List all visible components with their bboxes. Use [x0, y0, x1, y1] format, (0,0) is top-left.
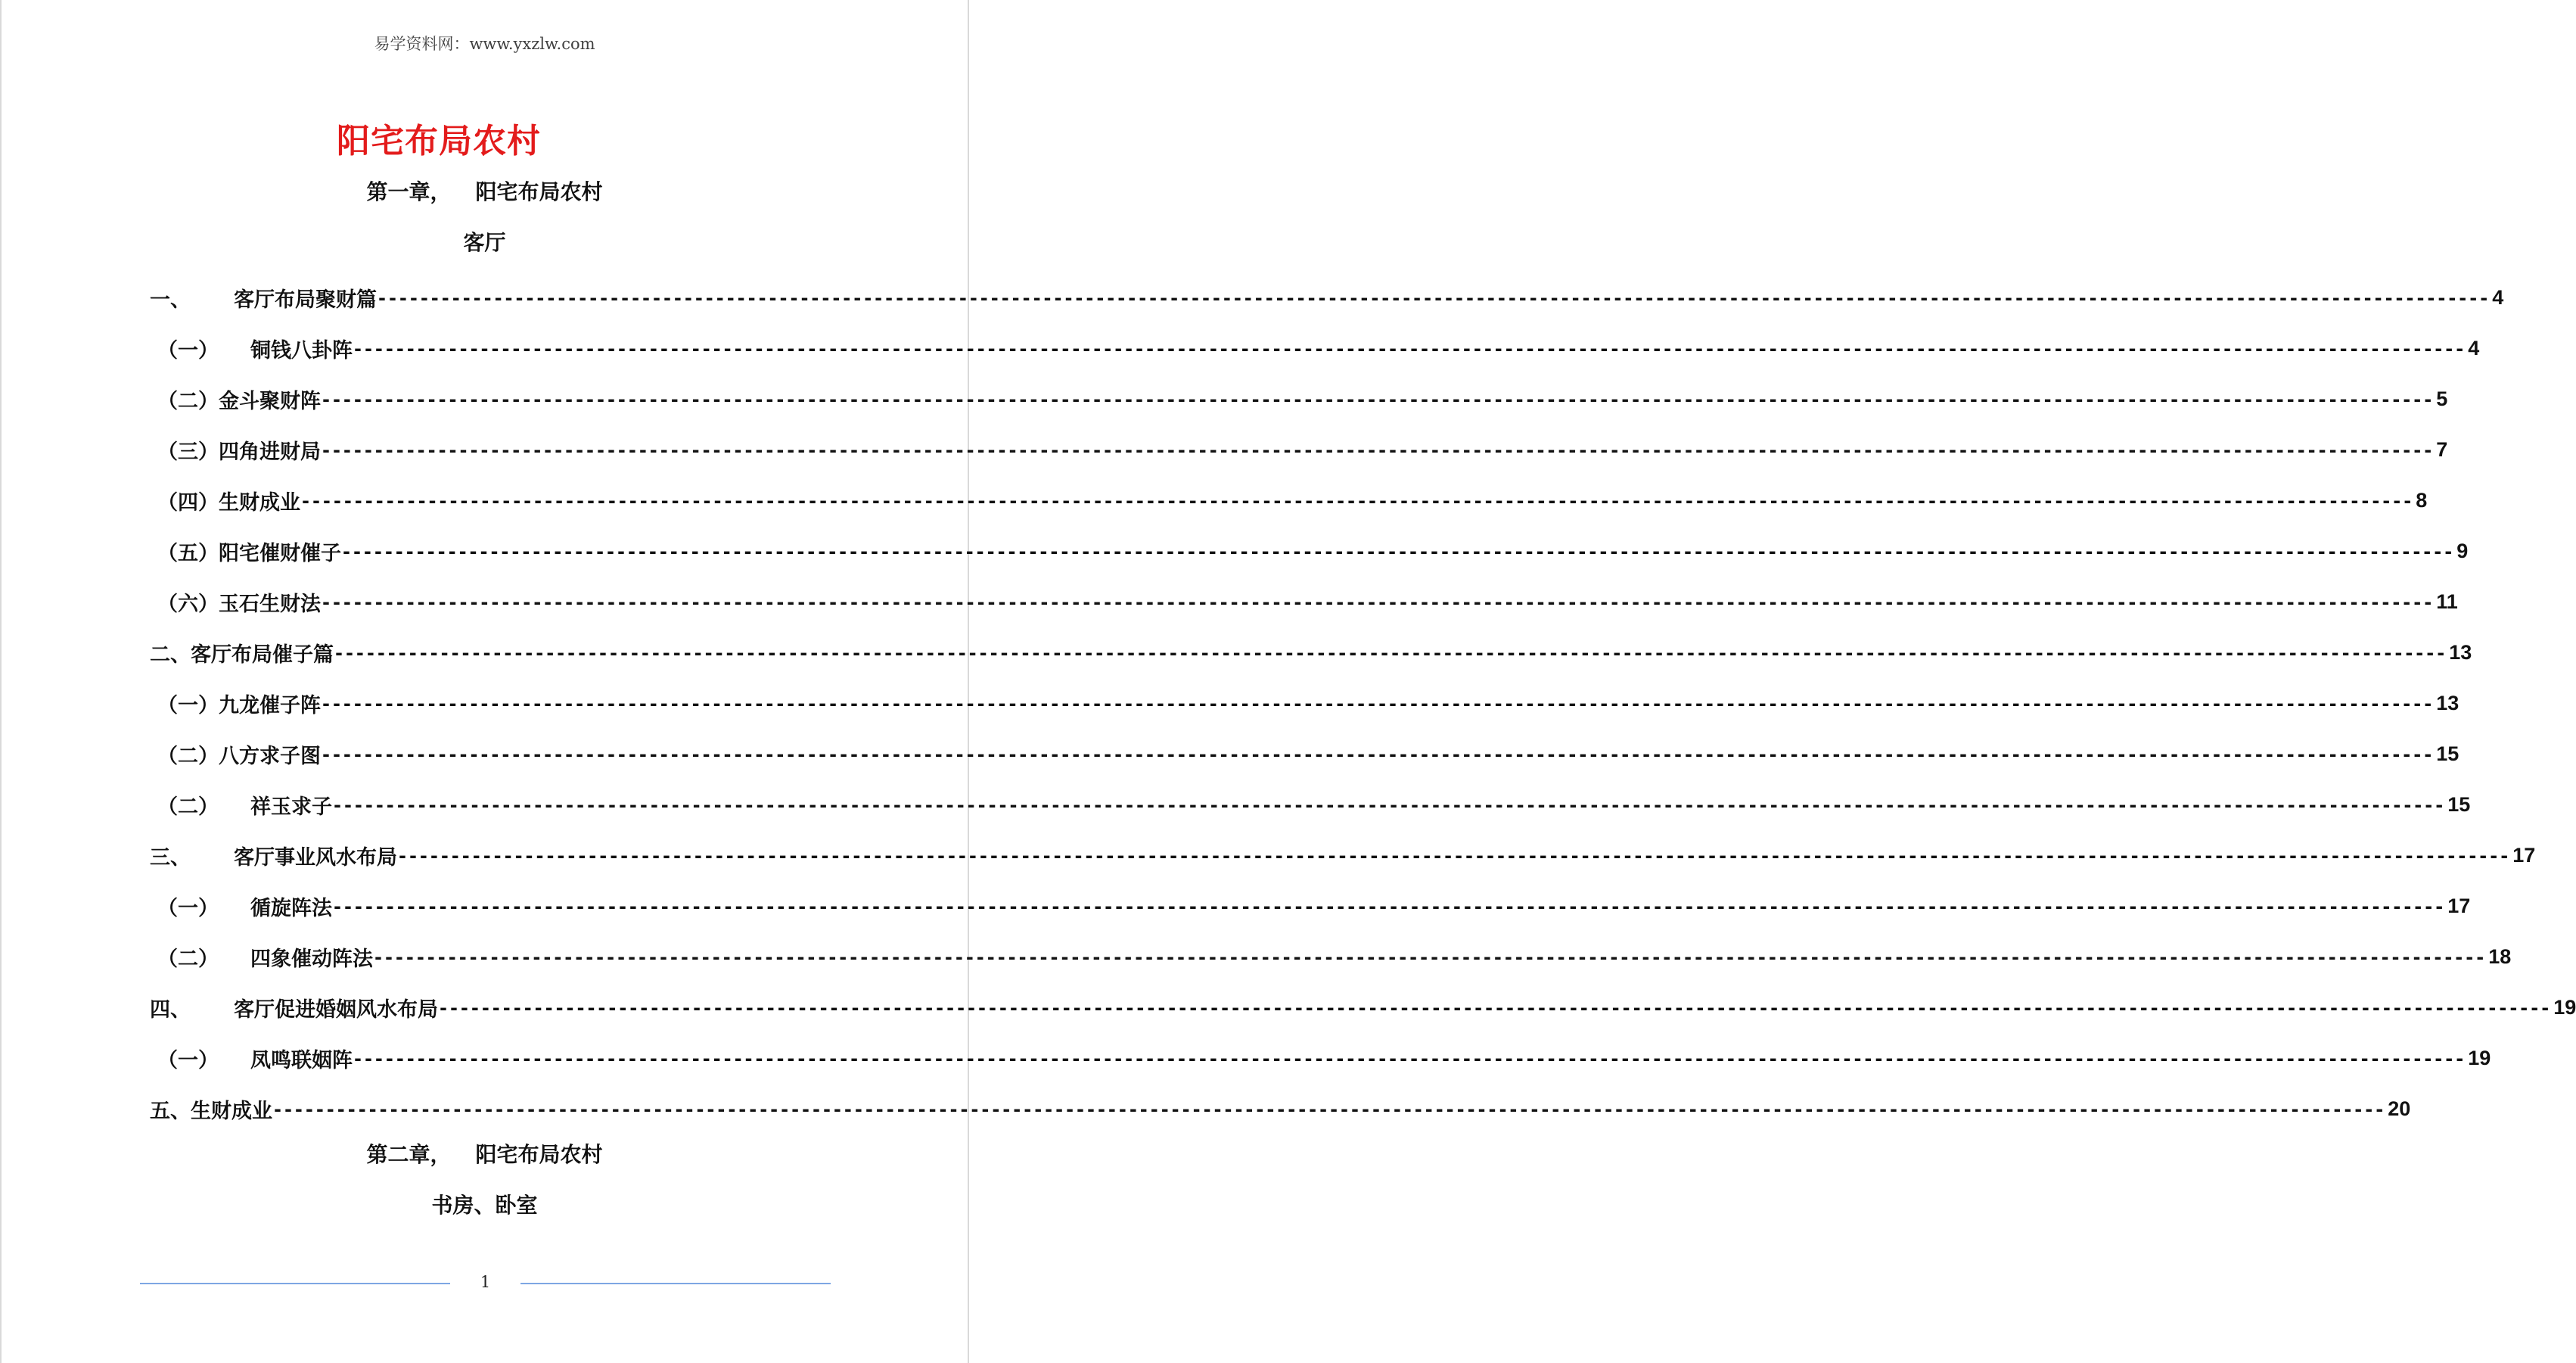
footer-rule-right: [520, 1283, 831, 1284]
toc-entry-title: 生财成业: [219, 491, 300, 515]
toc-entry-marker: 二、: [150, 643, 191, 667]
chapter-2-section: 书房、卧室: [431, 1193, 538, 1218]
toc-entry-marker: （二）: [157, 795, 219, 819]
toc-entry-title: 客厅促进婚姻风水布局: [234, 998, 438, 1022]
toc-entry-label: [150, 435, 321, 465]
toc-entry-title: 循旋阵法: [250, 897, 332, 920]
chapter-1-prefix: 第一章，: [366, 179, 452, 204]
toc-entry[interactable]: [150, 932, 2512, 982]
toc-entry-label: [150, 587, 321, 617]
toc-entry-label: [150, 739, 321, 769]
toc-leader-dashes: --------------------------------------------------------------------------------------------------------------------------------------------------------------------------------------------------------: [374, 946, 2487, 968]
page-header: 易学资料网：www.yxzlw.com: [374, 35, 595, 53]
toc-leader-dashes: --------------------------------------------------------------------------------------------------------------------------------------------------------------------------------------------------------: [335, 642, 2448, 664]
toc-entry[interactable]: [150, 982, 2576, 1033]
toc-entry-marker: （三）: [157, 440, 219, 464]
toc-entry-marker: （四）: [157, 491, 219, 515]
chapter-1-section: 客厅: [463, 230, 506, 255]
toc-entry[interactable]: [150, 425, 2448, 475]
table-of-contents: [150, 272, 2576, 1134]
toc-entry-label: [150, 689, 321, 718]
toc-entry-title: 四象催动阵法: [250, 948, 373, 971]
toc-leader-dashes: --------------------------------------------------------------------------------------------------------------------------------------------------------------------------------------------------------: [334, 794, 2447, 816]
toc-entry-marker: 三、: [150, 846, 191, 870]
toc-entry-page-number: 18: [2488, 945, 2512, 968]
toc-entry[interactable]: [150, 374, 2448, 425]
toc-entry-title: 铜钱八卦阵: [250, 339, 353, 363]
toc-entry-marker: （一）: [157, 694, 219, 717]
toc-entry-marker: （一）: [157, 1049, 219, 1072]
toc-entry-label: [150, 942, 373, 972]
footer-rule-left: [140, 1283, 450, 1284]
toc-entry-title: 客厅事业风水布局: [234, 846, 397, 870]
toc-entry-label: [150, 1094, 272, 1124]
chapter-2-prefix: 第二章，: [366, 1142, 452, 1167]
chapter-1-heading: [0, 176, 969, 206]
toc-leader-dashes: --------------------------------------------------------------------------------------------------------------------------------------------------------------------------------------------------------: [322, 439, 2435, 461]
toc-leader-dashes: --------------------------------------------------------------------------------------------------------------------------------------------------------------------------------------------------------: [322, 591, 2435, 613]
document-title: 阳宅布局农村: [337, 122, 541, 160]
toc-entry[interactable]: [150, 323, 2480, 374]
footer-page-number: 1: [480, 1273, 491, 1291]
toc-leader-dashes: --------------------------------------------------------------------------------------------------------------------------------------------------------------------------------------------------------: [440, 997, 2553, 1019]
toc-entry-page-number: 20: [2388, 1097, 2411, 1120]
toc-entry-title: 九龙催子阵: [219, 694, 321, 717]
toc-entry-page-number: 19: [2553, 996, 2576, 1019]
toc-entry[interactable]: [150, 272, 2504, 323]
toc-entry-marker: 一、: [150, 288, 191, 312]
toc-entry-marker: 四、: [150, 998, 191, 1022]
toc-entry-title: 金斗聚财阵: [219, 390, 321, 413]
chapter-1-name: 阳宅布局农村: [475, 179, 603, 204]
toc-entry-marker: （五）: [157, 542, 219, 565]
toc-entry-title: 阳宅催财催子: [219, 542, 341, 565]
toc-entry-label: [150, 892, 332, 921]
toc-entry-marker: （一）: [157, 897, 219, 920]
toc-entry-page-number: 4: [2468, 337, 2480, 359]
toc-leader-dashes: --------------------------------------------------------------------------------------------------------------------------------------------------------------------------------------------------------: [334, 895, 2447, 917]
toc-leader-dashes: --------------------------------------------------------------------------------------------------------------------------------------------------------------------------------------------------------: [322, 743, 2435, 765]
toc-leader-dashes: --------------------------------------------------------------------------------------------------------------------------------------------------------------------------------------------------------: [343, 540, 2456, 562]
toc-entry-page-number: 15: [2436, 742, 2459, 765]
toc-entry-marker: （二）: [157, 948, 219, 971]
toc-entry-page-number: 11: [2436, 590, 2458, 613]
toc-entry[interactable]: [150, 1084, 2411, 1134]
toc-entry[interactable]: [150, 577, 2458, 627]
toc-entry-page-number: 4: [2492, 286, 2504, 309]
toc-entry[interactable]: [150, 627, 2472, 678]
toc-entry-title: 客厅布局聚财篇: [234, 288, 377, 312]
toc-entry-label: [150, 384, 321, 414]
toc-entry-page-number: 13: [2449, 641, 2472, 664]
toc-entry-page-number: 7: [2436, 438, 2448, 461]
toc-entry[interactable]: [150, 1033, 2491, 1084]
toc-entry-title: 四角进财局: [219, 440, 321, 464]
toc-entry-label: [150, 486, 300, 515]
toc-entry-marker: （二）: [157, 390, 219, 413]
toc-entry-label: [150, 841, 397, 870]
toc-entry[interactable]: [150, 678, 2459, 729]
toc-entry-label: [150, 993, 438, 1022]
toc-entry-marker: 五、: [150, 1100, 191, 1123]
toc-entry-page-number: 19: [2468, 1047, 2491, 1069]
toc-entry-label: [150, 638, 334, 667]
chapter-2-heading: [0, 1138, 969, 1169]
toc-leader-dashes: --------------------------------------------------------------------------------------------------------------------------------------------------------------------------------------------------------: [322, 388, 2435, 410]
toc-entry-title: 生财成业: [191, 1100, 272, 1123]
toc-entry-title: 玉石生财法: [219, 593, 321, 616]
toc-entry-title: 客厅布局催子篇: [191, 643, 334, 667]
toc-entry-label: [150, 334, 353, 363]
toc-entry-page-number: 17: [2447, 895, 2471, 917]
toc-entry[interactable]: [150, 881, 2471, 932]
toc-entry-label: [150, 283, 377, 313]
chapter-2-name: 阳宅布局农村: [475, 1142, 603, 1167]
toc-leader-dashes: --------------------------------------------------------------------------------------------------------------------------------------------------------------------------------------------------------: [322, 692, 2435, 714]
toc-entry-page-number: 8: [2416, 489, 2428, 512]
toc-entry-label: [150, 537, 341, 566]
toc-entry-marker: （二）: [157, 745, 219, 768]
toc-entry[interactable]: [150, 526, 2469, 577]
toc-entry-title: 八方求子图: [219, 745, 321, 768]
toc-entry-title: 祥玉求子: [250, 795, 332, 819]
toc-entry[interactable]: [150, 780, 2471, 830]
toc-entry-label: [150, 790, 332, 820]
toc-entry-page-number: 9: [2456, 540, 2469, 562]
toc-entry-marker: （六）: [157, 593, 219, 616]
toc-leader-dashes: --------------------------------------------------------------------------------------------------------------------------------------------------------------------------------------------------------: [302, 490, 2415, 512]
toc-entry-marker: （一）: [157, 339, 219, 363]
toc-entry[interactable]: [150, 729, 2459, 780]
toc-entry-page-number: 13: [2436, 692, 2459, 714]
toc-entry-title: 凤鸣联姻阵: [250, 1049, 353, 1072]
toc-leader-dashes: --------------------------------------------------------------------------------------------------------------------------------------------------------------------------------------------------------: [274, 1098, 2387, 1120]
toc-leader-dashes: --------------------------------------------------------------------------------------------------------------------------------------------------------------------------------------------------------: [354, 1047, 2467, 1069]
toc-leader-dashes: --------------------------------------------------------------------------------------------------------------------------------------------------------------------------------------------------------: [354, 338, 2467, 359]
toc-leader-dashes: --------------------------------------------------------------------------------------------------------------------------------------------------------------------------------------------------------: [378, 287, 2491, 309]
toc-leader-dashes: --------------------------------------------------------------------------------------------------------------------------------------------------------------------------------------------------------: [399, 845, 2512, 867]
toc-entry-page-number: 17: [2512, 844, 2536, 867]
toc-entry-page-number: 15: [2447, 793, 2471, 816]
toc-entry[interactable]: [150, 830, 2536, 881]
toc-entry-label: [150, 1044, 353, 1073]
toc-entry-page-number: 5: [2436, 387, 2448, 410]
toc-entry[interactable]: [150, 475, 2428, 526]
